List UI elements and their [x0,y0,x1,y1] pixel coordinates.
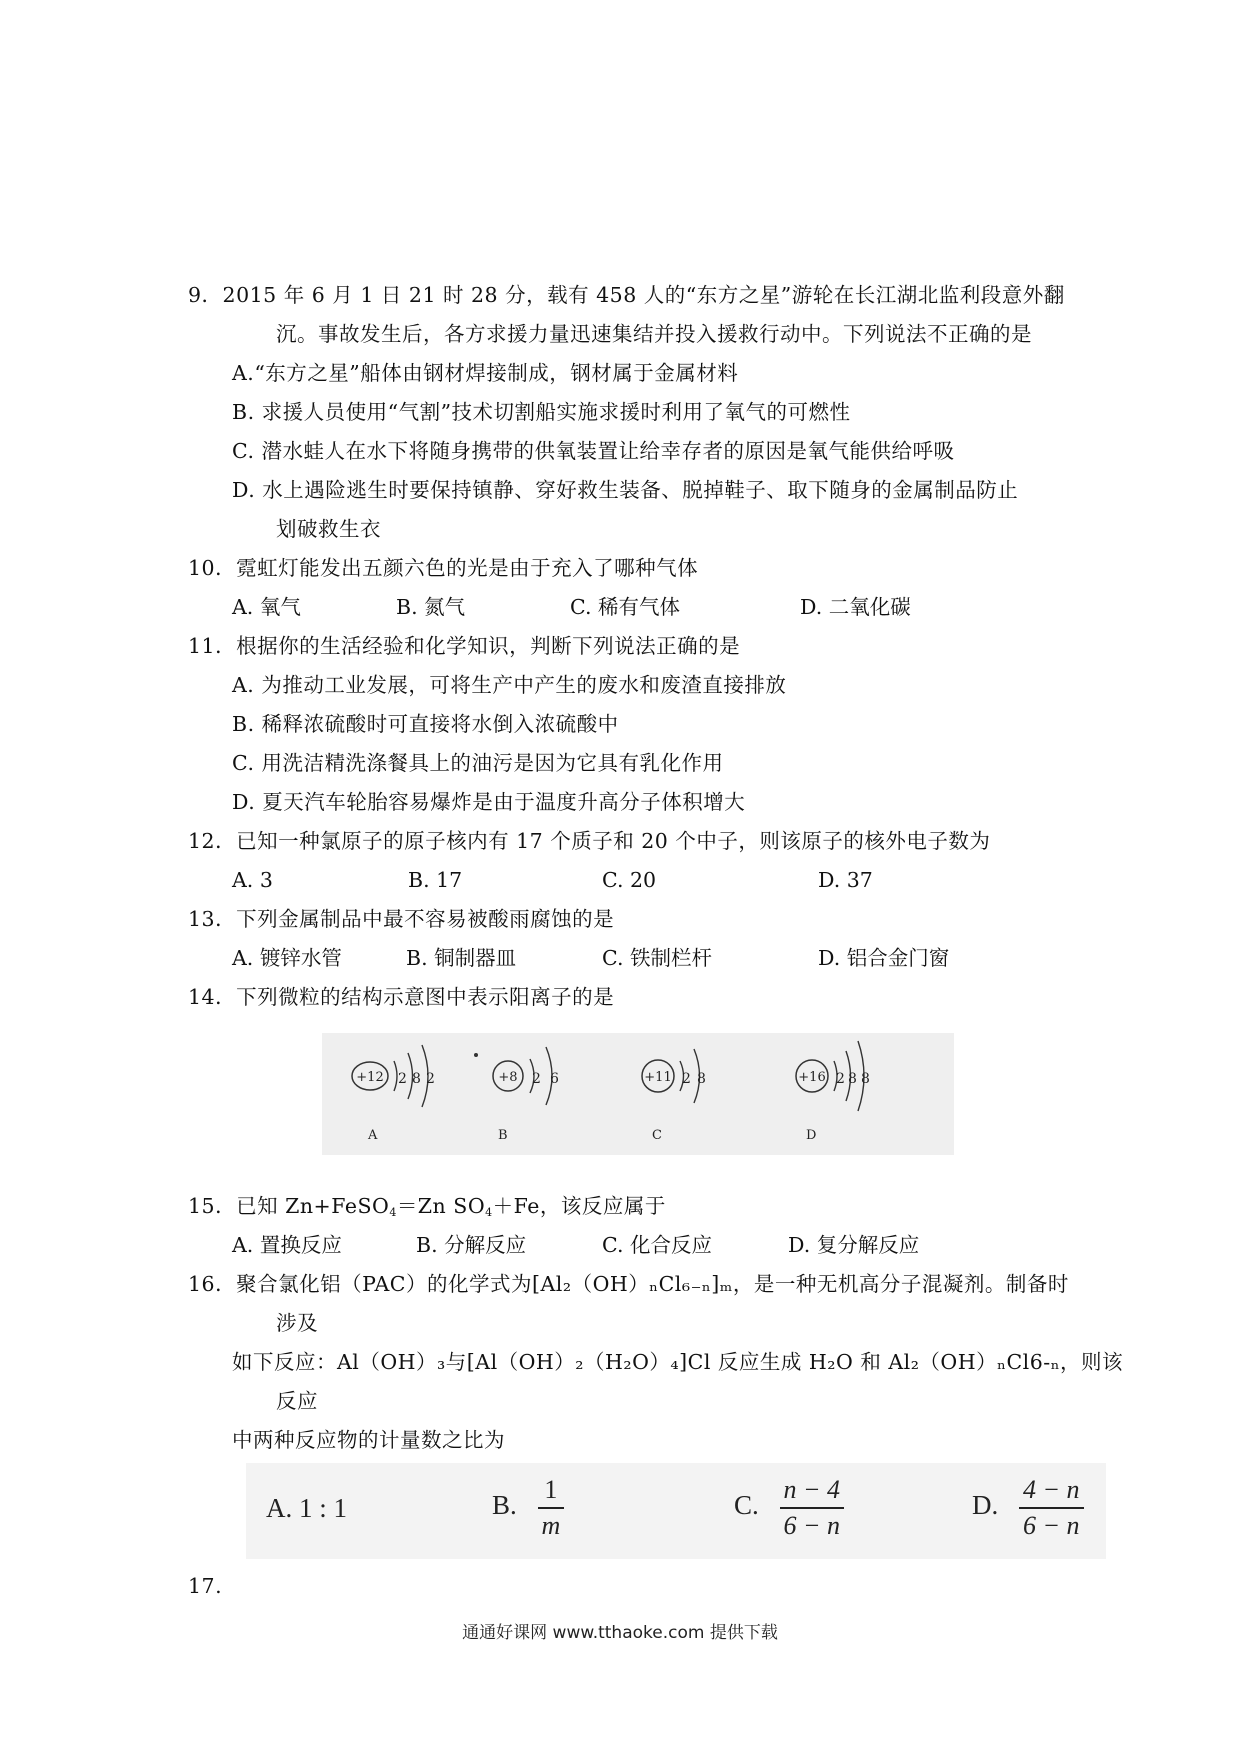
q16-option-d-denominator: 6 − n [1023,1511,1080,1540]
atom-label-d: D [806,1128,817,1143]
shell-d-3: 8 [861,1071,870,1087]
nucleus-charge-b: +8 [498,1070,518,1085]
shell-c-1: 2 [682,1071,691,1087]
q13-option-d: D. 铝合金门窗 [818,946,950,970]
atom-label-c: C [652,1128,662,1143]
q16-option-c-numerator: n − 4 [780,1475,845,1509]
q12-stem: 12．已知一种氯原子的原子核内有 17 个质子和 20 个中子，则该原子的核外电子数为 [188,829,991,853]
q16-option-c-fraction [780,1475,845,1541]
q16-option-d-numerator: 4 − n [1019,1475,1084,1509]
atom-label-a: A [368,1128,378,1143]
q15-option-c: C. 化合反应 [602,1233,712,1257]
q12-option-c: C. 20 [602,868,657,892]
atom-structure-diagrams [322,1033,954,1155]
q16-option-d-fraction [1019,1475,1084,1541]
q16-stem-line1: 16．聚合氯化铝（PAC）的化学式为[Al₂（OH）ₙCl₆₋ₙ]ₘ，是一种无机高分子混凝剂。制备时 [188,1272,1069,1296]
q11-option-d: D. 夏天汽车轮胎容易爆炸是由于温度升高分子体积增大 [232,790,746,814]
shell-c-2: 8 [697,1071,706,1087]
q11-option-b: B. 稀释浓硫酸时可直接将水倒入浓硫酸中 [232,712,619,736]
q15-stem-pre: 15．已知 Zn+FeSO [188,1194,390,1218]
page-footer: 通通好课网 www.tthaoke.com 提供下载 [462,1623,778,1643]
shell-a-1: 2 [398,1071,407,1087]
q16-option-c-label: C. [734,1490,759,1521]
q16-stem-line4: 反应 [276,1389,318,1413]
atom-diagram-a [352,1045,435,1143]
q15-sub-1: 4 [389,1206,397,1219]
q13-option-a: A. 镀锌水管 [232,946,342,970]
q16-option-a: A. 1 : 1 [266,1493,347,1523]
q15-option-d: D. 复分解反应 [788,1233,920,1257]
q11-option-c: C. 用洗洁精洗涤餐具上的油污是因为它具有乳化作用 [232,751,724,775]
q14-stem: 14．下列微粒的结构示意图中表示阳离子的是 [188,985,615,1009]
q10-option-d: D. 二氧化碳 [800,595,911,619]
atom-diagram-c [642,1049,706,1143]
nucleus-charge-d: +16 [798,1070,826,1085]
atom-label-b: B [498,1128,508,1143]
q16-option-c [734,1475,844,1541]
q9-option-d-line1: D. 水上遇险逃生时要保持镇静、穿好救生装备、脱掉鞋子、取下随身的金属制品防止 [232,478,1019,502]
shell-b-1: 2 [532,1071,541,1087]
nucleus-charge-a: +12 [356,1070,384,1085]
q16-option-b-numerator: 1 [538,1475,565,1509]
q15-option-b: B. 分解反应 [416,1233,527,1257]
q12-option-a: A. 3 [232,868,273,892]
shell-a-3: 2 [426,1071,435,1087]
atom-diagram-b [474,1047,559,1143]
q16-option-b [492,1475,564,1541]
q15-sub-2: 4 [485,1206,493,1219]
q16-option-b-fraction [538,1475,565,1541]
q16-option-c-denominator: 6 − n [783,1511,841,1540]
atom-diagrams-svg [322,1033,954,1155]
q10-stem: 10．霓虹灯能发出五颜六色的光是由于充入了哪种气体 [188,556,699,580]
q12-option-d: D. 37 [818,868,873,892]
q11-option-a: A. 为推动工业发展，可将生产中产生的废水和废渣直接排放 [232,673,787,697]
q13-option-b: B. 铜制器皿 [406,946,517,970]
nucleus-charge-c: +11 [644,1070,672,1085]
q16-stem-line5: 中两种反应物的计量数之比为 [232,1428,505,1452]
q9-option-b: B. 求援人员使用“气割”技术切割船实施求援时利用了氧气的可燃性 [232,400,851,424]
q17-stem: 17. [188,1574,223,1598]
q10-option-c: C. 稀有气体 [570,595,680,619]
q16-option-b-label: B. [492,1490,517,1521]
atom-diagram-d [796,1041,870,1143]
q15-stem [188,1192,666,1227]
q9-option-a: A.“东方之星”船体由钢材焊接制成，钢材属于金属材料 [232,361,739,385]
q15-option-a: A. 置换反应 [232,1233,342,1257]
shell-b-2: 6 [550,1071,559,1087]
q9-stem-line2: 沉。事故发生后，各方求援力量迅速集结并投入援救行动中。下列说法不正确的是 [276,322,1032,346]
q16-option-d [972,1475,1084,1541]
q11-stem: 11．根据你的生活经验和化学知识，判断下列说法正确的是 [188,634,741,658]
q9-option-d-line2: 划破救生衣 [276,517,381,541]
shell-d-1: 2 [836,1071,845,1087]
q9-stem-line1: 9．2015 年 6 月 1 日 21 时 28 分，载有 458 人的“东方之星”游轮在长江湖北监利段意外翻 [188,283,1065,307]
q16-answer-options [246,1463,1106,1559]
q13-option-c: C. 铁制栏杆 [602,946,712,970]
q16-option-b-denominator: m [541,1511,561,1540]
q10-option-a: A. 氧气 [232,595,301,619]
q16-stem-line3: 如下反应：Al（OH）₃与[Al（OH）₂（H₂O）₄]Cl 反应生成 H₂O 和 Al₂（OH）ₙCl6-ₙ，则该 [232,1350,1124,1374]
q16-option-d-label: D. [972,1490,999,1521]
q9-option-c: C. 潜水蛙人在水下将随身携带的供氧装置让给幸存者的原因是氧气能供给呼吸 [232,439,955,463]
q16-stem-line2: 涉及 [276,1311,318,1335]
shell-d-2: 8 [848,1071,857,1087]
q12-option-b: B. 17 [408,868,463,892]
q15-stem-mid: ＝Zn SO [396,1194,486,1218]
shell-a-2: 8 [412,1071,421,1087]
q13-stem: 13．下列金属制品中最不容易被酸雨腐蚀的是 [188,907,615,931]
q15-stem-post: ＋Fe，该反应属于 [492,1194,666,1218]
q10-option-b: B. 氮气 [396,595,466,619]
